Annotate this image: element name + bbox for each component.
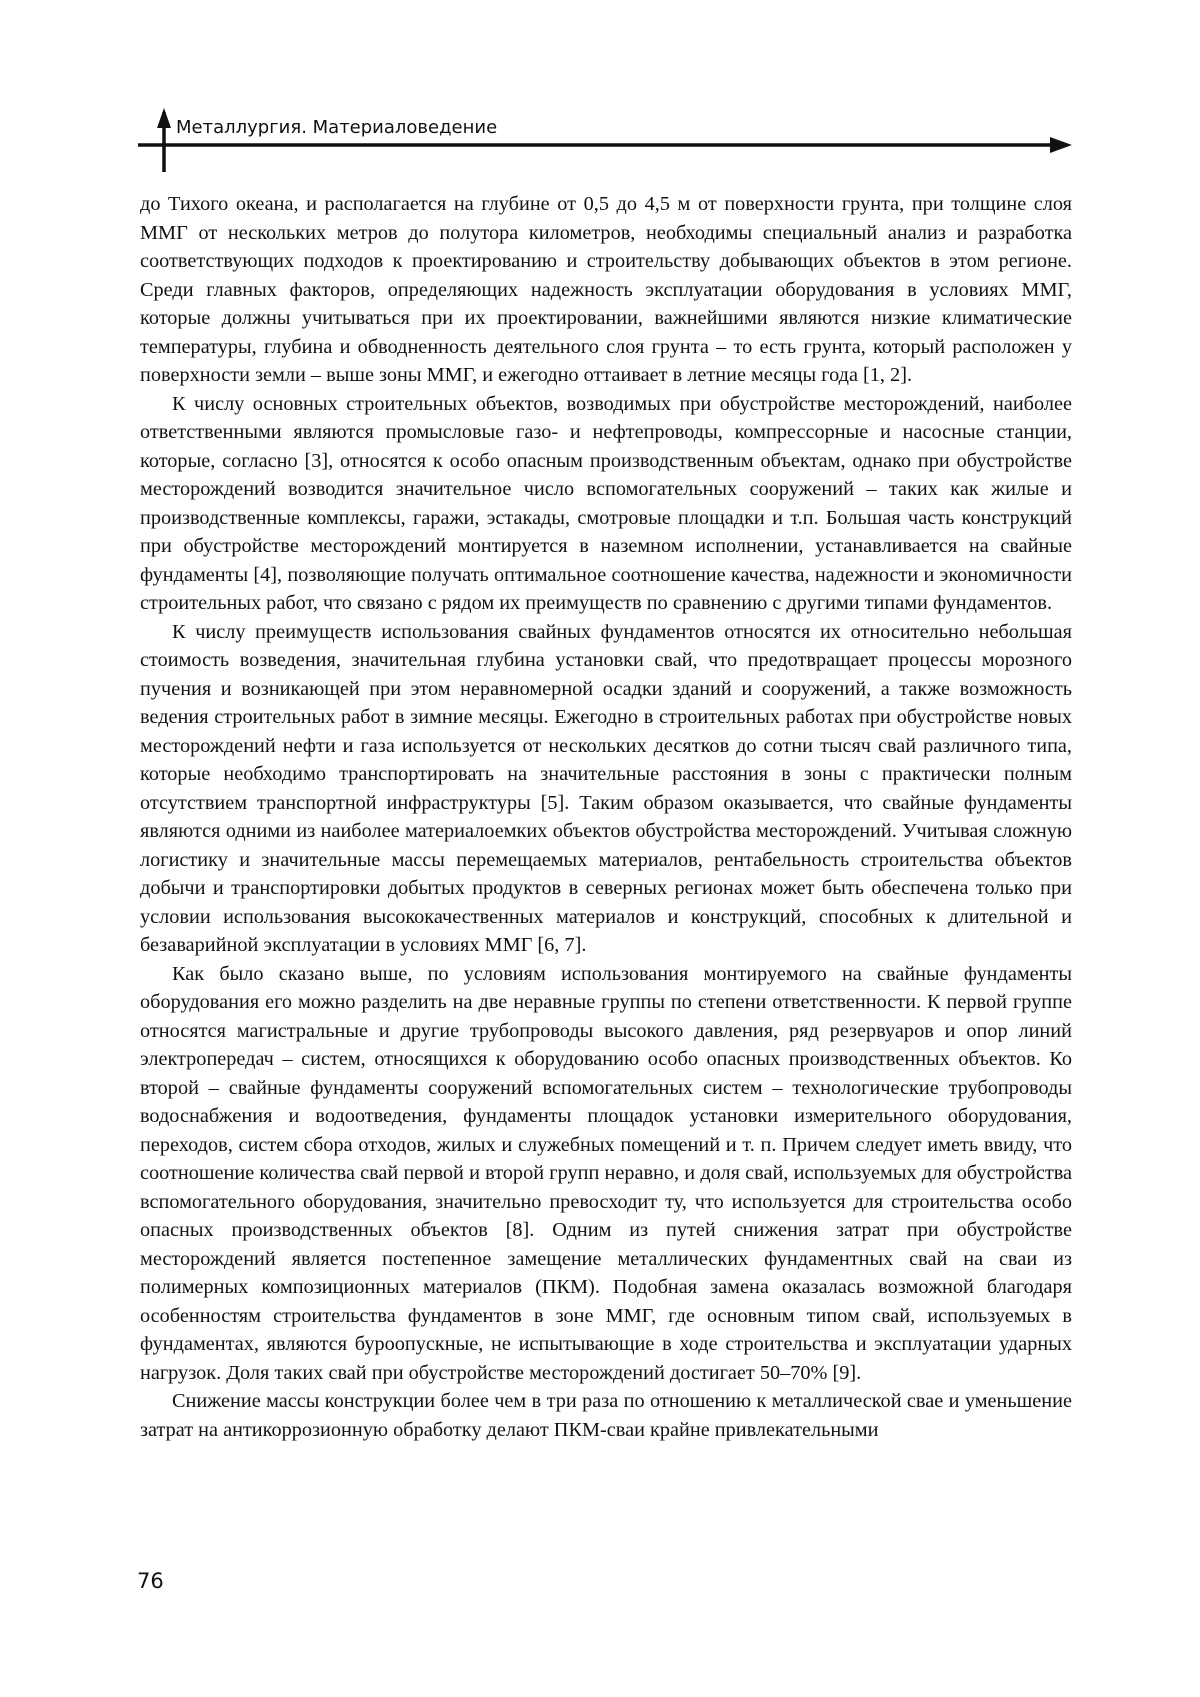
paragraph: К числу основных строительных объектов, возводимых при обустройстве месторождений, наиболее ответственными являются промысловые газо- и нефтепроводы, компрессорные и насосные станции, которые, согласно [3], относятся к особо опасным производственным объектам, однако при обустройстве месторождений возводится значительное число вспомогательных сооружений – таких как жилые и производственные комплексы, гаражи, эстакады, смотровые площадки и т.п. Большая часть конструкций при обустройстве месторождений монтируется в наземном исполнении, устанавливается на свайные фундаменты [4], позволяющие получать оптимальное соотношение качества, надежности и экономичности строительных работ, что связано с рядом их преимуществ по сравнению с другими типами фундаментов.: [140, 390, 1072, 618]
paragraph: К числу преимуществ использования свайных фундаментов относятся их относительно небольшая стоимость возведения, значительная глубина установки свай, что предотвращает процессы морозного пучения и возникающей при этом неравномерной осадки зданий и сооружений, а также возможность ведения строительных работ в зимние месяцы. Ежегодно в строительных работах при обустройстве новых месторождений нефти и газа используется от нескольких десятков до сотни тысяч свай различного типа, которые необходимо транспортировать на значительные расстояния в зоны с практически полным отсутствием транспортной инфраструктуры [5]. Таким образом оказывается, что свайные фундаменты являются одними из наиболее материалоемких объектов обустройства месторождений. Учитывая сложную логистику и значительные массы перемещаемых материалов, рентабельность строительства объектов добычи и транспортировки добытых продуктов в северных регионах может быть обеспечена только при условии использования высококачественных материалов и конструкций, способных к длительной и безаварийной эксплуатации в условиях ММГ [6, 7].: [140, 618, 1072, 960]
paragraph: до Тихого океана, и располагается на глубине от 0,5 до 4,5 м от поверхности грунта, при толщине слоя ММГ от нескольких метров до полутора километров, необходимы специальный анализ и разработка соответствующих подходов к проектированию и строительству добывающих объектов в этом регионе. Среди главных факторов, определяющих надежность эксплуатации оборудования в условиях ММГ, которые должны учитываться при их проектировании, важнейшими являются низкие климатические температуры, глубина и обводненность деятельного слоя грунта – то есть грунта, который расположен у поверхности земли – выше зоны ММГ, и ежегодно оттаивает в летние месяцы года [1, 2].: [140, 190, 1072, 390]
running-header: [0, 0, 1200, 180]
header-axis-graphic: [0, 0, 1200, 180]
article-body: [140, 190, 1072, 1444]
header-right-arrow-icon: [1050, 137, 1072, 153]
header-up-arrow-icon: [157, 108, 171, 128]
paragraph: Как было сказано выше, по условиям использования монтируемого на свайные фундаменты оборудования его можно разделить на две неравные группы по степени ответственности. К первой группе относятся магистральные и другие трубопроводы высокого давления, ряд резервуаров и опор линий электропередач – систем, относящихся к оборудованию особо опасных производственных объектов. Ко второй – свайные фундаменты сооружений вспомогательных систем – технологические трубопроводы водоснабжения и водоотведения, фундаменты площадок установки измерительного оборудования, переходов, систем сбора отходов, жилых и служебных помещений и т. п. Причем следует иметь ввиду, что соотношение количества свай первой и второй групп неравно, и доля свай, используемых для обустройства вспомогательного оборудования, значительно превосходит ту, что используется для строительства особо опасных производственных объектов [8]. Одним из путей снижения затрат при обустройстве месторождений является постепенное замещение металлических фундаментных свай на сваи из полимерных композиционных материалов (ПКМ). Подобная замена оказалась возможной благодаря особенностям строительства фундаментов в зоне ММГ, где основным типом свай, используемых в фундаментах, являются буроопускные, не испытывающие в ходе строительства и эксплуатации ударных нагрузок. Доля таких свай при обустройстве месторождений достигает 50–70% [9].: [140, 960, 1072, 1388]
paragraph: Снижение массы конструкции более чем в три раза по отношению к металлической свае и уменьшение затрат на антикоррозионную обработку делают ПКМ-сваи крайне привлекательными: [140, 1387, 1072, 1444]
page-number: 76: [137, 1569, 164, 1593]
running-header-title: Металлургия. Материаловедение: [176, 117, 497, 139]
